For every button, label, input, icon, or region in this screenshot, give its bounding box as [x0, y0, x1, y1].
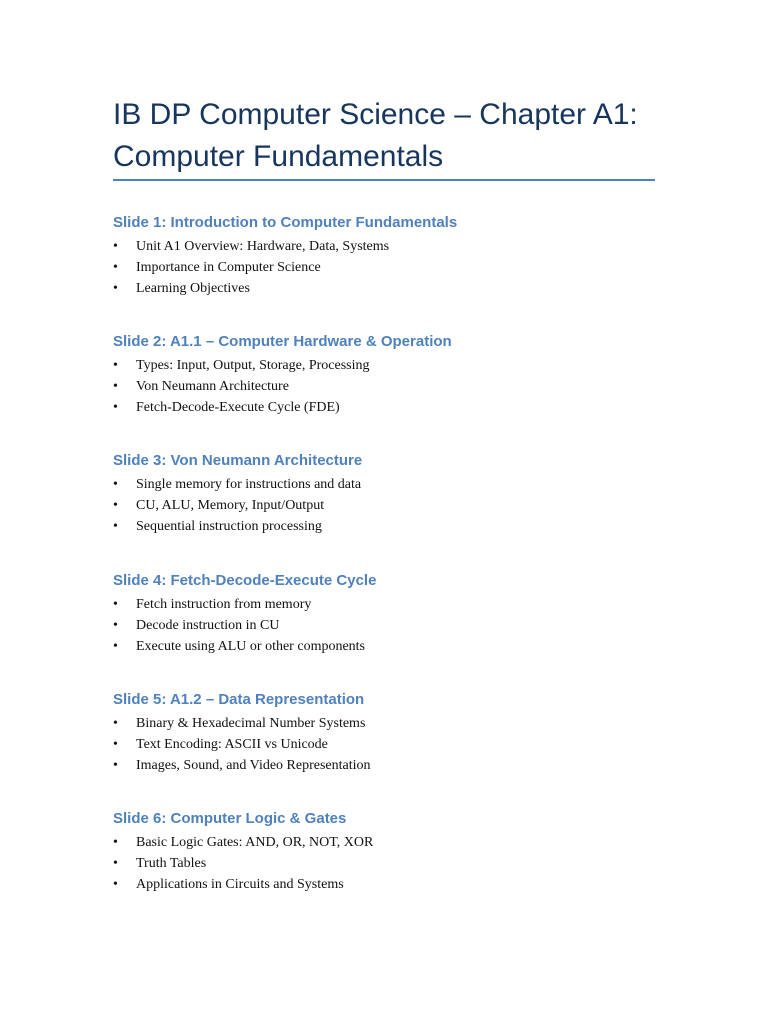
- bullet-icon: •: [113, 498, 118, 513]
- slide-1-section: [113, 212, 713, 299]
- list-item-text: Applications in Circuits and Systems: [136, 877, 344, 892]
- bullet-icon: •: [113, 260, 118, 275]
- section-heading: Slide 1: Introduction to Computer Fundamentals: [113, 214, 458, 231]
- bullet-icon: •: [113, 639, 118, 654]
- list-item-text: Von Neumann Architecture: [136, 379, 289, 394]
- bullet-icon: •: [113, 597, 118, 612]
- section-heading: Slide 5: A1.2 – Data Representation: [113, 691, 365, 708]
- list-item-text: Text Encoding: ASCII vs Unicode: [136, 737, 328, 752]
- slide-3-section: [113, 450, 713, 537]
- bullet-icon: •: [113, 856, 118, 871]
- list-item: [113, 832, 713, 853]
- bullet-icon: •: [113, 239, 118, 254]
- section-heading: Slide 4: Fetch-Decode-Execute Cycle: [113, 572, 377, 589]
- slide-6-section: [113, 808, 713, 895]
- list-item-text: Basic Logic Gates: AND, OR, NOT, XOR: [136, 835, 374, 850]
- list-item-text: Fetch-Decode-Execute Cycle (FDE): [136, 400, 340, 415]
- list-item: [113, 874, 713, 895]
- list-item: [113, 516, 713, 537]
- list-item: [113, 734, 713, 755]
- list-item-text: Binary & Hexadecimal Number Systems: [136, 716, 366, 731]
- section-heading: Slide 2: A1.1 – Computer Hardware & Operation: [113, 333, 452, 350]
- list-item: [113, 236, 713, 257]
- bullet-list: [113, 594, 713, 657]
- bullet-list: [113, 713, 713, 776]
- slide-4-section: [113, 570, 713, 657]
- list-item: [113, 594, 713, 615]
- list-item-text: Unit A1 Overview: Hardware, Data, Systems: [136, 239, 390, 254]
- slide-5-section: [113, 689, 713, 776]
- list-item: [113, 755, 713, 776]
- bullet-icon: •: [113, 758, 118, 773]
- list-item: [113, 376, 713, 397]
- list-item: [113, 853, 713, 874]
- list-item: [113, 355, 713, 376]
- list-item-text: Sequential instruction processing: [136, 519, 322, 534]
- list-item: [113, 257, 713, 278]
- document-title: IB DP Computer Science – Chapter A1: Computer Fundamentals: [113, 98, 638, 173]
- bullet-icon: •: [113, 400, 118, 415]
- list-item: [113, 278, 713, 299]
- list-item-text: Learning Objectives: [136, 281, 250, 296]
- bullet-icon: •: [113, 477, 118, 492]
- title-underline: [113, 179, 655, 181]
- bullet-list: [113, 355, 713, 418]
- list-item: [113, 474, 713, 495]
- bullet-icon: •: [113, 519, 118, 534]
- list-item-text: Truth Tables: [136, 856, 207, 871]
- list-item-text: Images, Sound, and Video Representation: [136, 758, 371, 773]
- list-item: [113, 615, 713, 636]
- slide-2-section: [113, 331, 713, 418]
- bullet-icon: •: [113, 716, 118, 731]
- bullet-icon: •: [113, 877, 118, 892]
- list-item: [113, 713, 713, 734]
- list-item-text: CU, ALU, Memory, Input/Output: [136, 498, 325, 513]
- bullet-icon: •: [113, 358, 118, 373]
- section-heading: Slide 6: Computer Logic & Gates: [113, 810, 347, 827]
- list-item: [113, 397, 713, 418]
- bullet-icon: •: [113, 737, 118, 752]
- list-item-text: Decode instruction in CU: [136, 618, 280, 633]
- list-item-text: Single memory for instructions and data: [136, 477, 362, 492]
- bullet-list: [113, 474, 713, 537]
- list-item: [113, 495, 713, 516]
- list-item-text: Importance in Computer Science: [136, 260, 321, 275]
- bullet-list: [113, 236, 713, 299]
- bullet-icon: •: [113, 379, 118, 394]
- list-item-text: Execute using ALU or other components: [136, 639, 366, 654]
- bullet-icon: •: [113, 281, 118, 296]
- list-item: [113, 636, 713, 657]
- section-heading: Slide 3: Von Neumann Architecture: [113, 452, 363, 469]
- bullet-list: [113, 832, 713, 895]
- bullet-icon: •: [113, 835, 118, 850]
- list-item-text: Fetch instruction from memory: [136, 597, 312, 612]
- list-item-text: Types: Input, Output, Storage, Processing: [136, 358, 370, 373]
- bullet-icon: •: [113, 618, 118, 633]
